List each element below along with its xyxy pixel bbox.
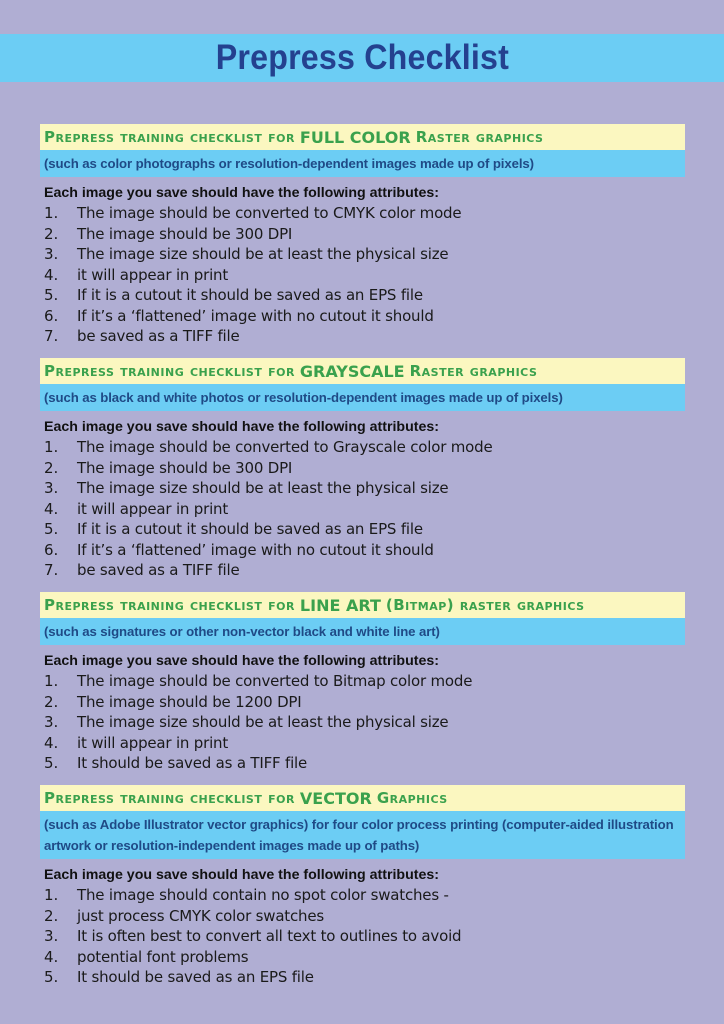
list-item bbox=[40, 285, 685, 306]
item-number: 3. bbox=[44, 713, 59, 731]
list-item bbox=[40, 478, 685, 499]
heading-suffix: raster graphics bbox=[415, 128, 544, 146]
item-number: 5. bbox=[44, 520, 59, 538]
item-number: 2. bbox=[44, 906, 59, 925]
list-item bbox=[40, 712, 685, 733]
item-number: 1. bbox=[44, 438, 59, 456]
list-item bbox=[40, 458, 685, 479]
item-number: 2. bbox=[44, 224, 59, 243]
heading-emphasis: LINE ART bbox=[299, 595, 381, 615]
heading-suffix: raster graphics bbox=[409, 362, 538, 380]
item-text: The image size should be at least the physical size bbox=[77, 245, 449, 263]
section-subheading: (such as signatures or other non-vector black and white line art) bbox=[40, 618, 685, 645]
list-item bbox=[40, 906, 685, 927]
item-text: The image size should be at least the physical size bbox=[77, 713, 449, 731]
checklist bbox=[40, 671, 685, 774]
heading-prefix: Prepress training checklist for bbox=[44, 789, 295, 807]
section-heading bbox=[40, 124, 685, 150]
list-item bbox=[40, 733, 685, 754]
checklist bbox=[40, 203, 685, 347]
list-item bbox=[40, 265, 685, 286]
item-number: 2. bbox=[44, 458, 59, 477]
item-text: The image should be 300 DPI bbox=[77, 224, 293, 243]
item-number: 1. bbox=[44, 886, 59, 904]
list-item bbox=[40, 885, 685, 906]
item-number: 3. bbox=[44, 927, 59, 945]
list-item bbox=[40, 967, 685, 988]
heading-suffix: graphics bbox=[376, 789, 448, 807]
item-number: 7. bbox=[44, 561, 59, 579]
item-text: If it is a cutout it should be saved as an EPS file bbox=[77, 286, 423, 304]
item-number: 5. bbox=[44, 754, 59, 772]
list-item bbox=[40, 203, 685, 224]
item-number: 2. bbox=[44, 692, 59, 711]
item-text: it will appear in print bbox=[77, 499, 229, 518]
item-number: 4. bbox=[44, 499, 59, 518]
item-number: 4. bbox=[44, 733, 59, 752]
item-text: The image size should be at least the physical size bbox=[77, 479, 449, 497]
list-item bbox=[40, 244, 685, 265]
item-number: 3. bbox=[44, 479, 59, 497]
item-number: 3. bbox=[44, 245, 59, 263]
list-item bbox=[40, 947, 685, 968]
checklist bbox=[40, 885, 685, 988]
item-text: just process CMYK color swatches bbox=[77, 906, 324, 925]
list-item bbox=[40, 224, 685, 245]
item-text: The image should be 1200 DPI bbox=[77, 692, 302, 711]
item-number: 6. bbox=[44, 306, 59, 325]
list-item bbox=[40, 519, 685, 540]
heading-prefix: Prepress training checklist for bbox=[44, 596, 295, 614]
section-heading bbox=[40, 592, 685, 618]
section-lead: Each image you save should have the following attributes: bbox=[44, 185, 439, 201]
list-item bbox=[40, 692, 685, 713]
item-text: If it’s a ‘flattened’ image with no cutout it should bbox=[77, 540, 434, 559]
list-item bbox=[40, 540, 685, 561]
section-subheading: (such as black and white photos or resolution-dependent images made up of pixels) bbox=[40, 384, 685, 411]
section-line-art bbox=[40, 592, 685, 774]
item-number: 4. bbox=[44, 265, 59, 284]
item-text: The image should be converted to CMYK color mode bbox=[77, 204, 462, 222]
item-number: 1. bbox=[44, 204, 59, 222]
item-text: It is often best to convert all text to outlines to avoid bbox=[77, 927, 462, 945]
heading-emphasis: VECTOR bbox=[299, 788, 372, 808]
list-item bbox=[40, 499, 685, 520]
item-text: it will appear in print bbox=[77, 265, 229, 284]
item-number: 1. bbox=[44, 672, 59, 690]
section-subheading: (such as Adobe Illustrator vector graphics) for four color process printing (computer-aided illustration artwork or resolution-independent images made up of paths) bbox=[40, 811, 685, 859]
section-full-color bbox=[40, 124, 685, 347]
item-text: The image should contain no spot color swatches - bbox=[77, 886, 449, 904]
list-item bbox=[40, 560, 685, 581]
heading-emphasis: GRAYSCALE bbox=[299, 361, 405, 381]
item-text: It should be saved as a TIFF file bbox=[77, 754, 308, 772]
item-text: If it’s a ‘flattened’ image with no cutout it should bbox=[77, 306, 434, 325]
item-text: The image should be 300 DPI bbox=[77, 458, 293, 477]
heading-emphasis: FULL COLOR bbox=[299, 127, 411, 147]
item-text: it will appear in print bbox=[77, 733, 229, 752]
item-text: potential font problems bbox=[77, 947, 249, 966]
item-number: 5. bbox=[44, 968, 59, 986]
item-number: 4. bbox=[44, 947, 59, 966]
checklist bbox=[40, 437, 685, 581]
heading-prefix: Prepress training checklist for bbox=[44, 128, 295, 146]
section-heading bbox=[40, 785, 685, 811]
list-item bbox=[40, 926, 685, 947]
item-text: The image should be converted to Grayscale color mode bbox=[77, 438, 493, 456]
list-item bbox=[40, 437, 685, 458]
item-number: 5. bbox=[44, 286, 59, 304]
section-lead: Each image you save should have the following attributes: bbox=[44, 419, 439, 435]
title-band bbox=[0, 34, 724, 82]
section-lead: Each image you save should have the following attributes: bbox=[44, 867, 439, 883]
list-item bbox=[40, 671, 685, 692]
item-text: The image should be converted to Bitmap color mode bbox=[77, 672, 473, 690]
list-item bbox=[40, 306, 685, 327]
section-subheading: (such as color photographs or resolution-dependent images made up of pixels) bbox=[40, 150, 685, 177]
heading-prefix: Prepress training checklist for bbox=[44, 362, 295, 380]
list-item bbox=[40, 753, 685, 774]
list-item bbox=[40, 326, 685, 347]
page-title: Prepress Checklist bbox=[215, 38, 509, 77]
section-lead: Each image you save should have the following attributes: bbox=[44, 653, 439, 669]
heading-suffix: (bitmap) raster graphics bbox=[385, 596, 585, 614]
item-text: be saved as a TIFF file bbox=[77, 327, 240, 345]
item-number: 7. bbox=[44, 327, 59, 345]
item-text: be saved as a TIFF file bbox=[77, 561, 240, 579]
section-vector bbox=[40, 785, 685, 988]
section-heading bbox=[40, 358, 685, 384]
item-number: 6. bbox=[44, 540, 59, 559]
item-text: If it is a cutout it should be saved as an EPS file bbox=[77, 520, 423, 538]
section-grayscale bbox=[40, 358, 685, 581]
item-text: It should be saved as an EPS file bbox=[77, 968, 314, 986]
